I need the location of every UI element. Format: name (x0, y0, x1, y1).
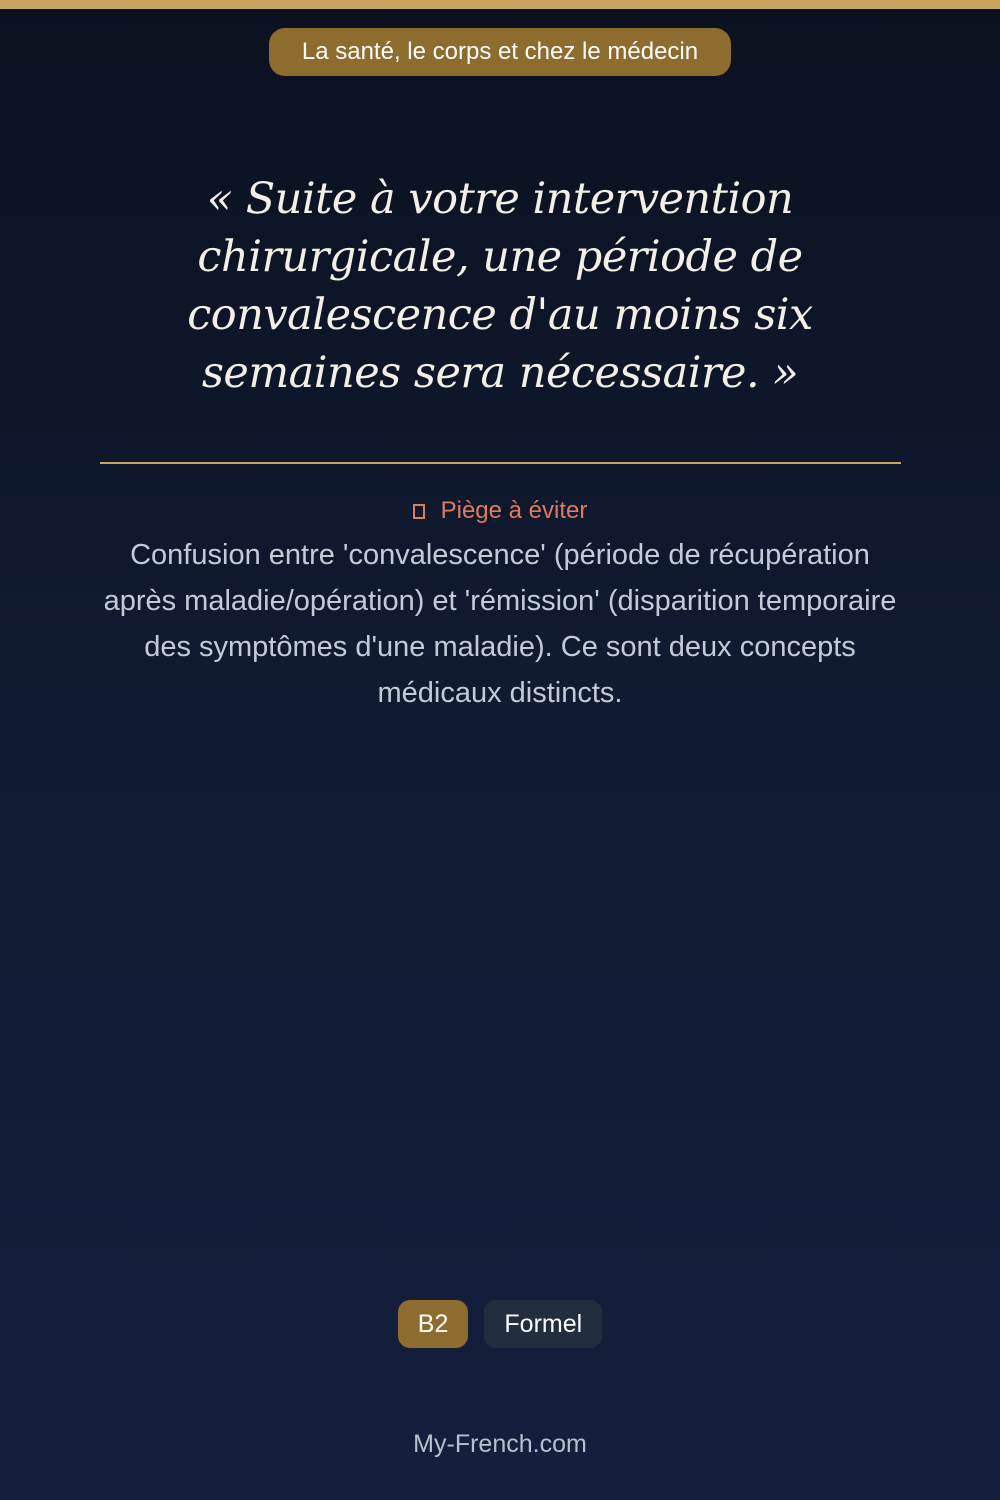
top-accent-bar (0, 0, 1000, 9)
tag-row (0, 1300, 1000, 1348)
example-sentence: « Suite à votre intervention chirurgicale, une période de convalescence d'au moins six semaines sera nécessaire. » (187, 174, 813, 398)
pitfall-heading (0, 496, 1000, 526)
pitfall-heading-label: Piège à éviter (440, 497, 588, 524)
register-badge: Formel (484, 1300, 602, 1348)
pitfall-explanation: Confusion entre 'convalescence' (période de récupération après maladie/opération) et 'rémission' (disparition temporaire des symptômes d'une maladie). Ce sont deux concepts médicaux distincts. (103, 539, 897, 709)
divider (100, 462, 901, 464)
level-badge: B2 (398, 1300, 469, 1348)
warning-icon (413, 504, 425, 519)
site-footer: My-French.com (413, 1430, 587, 1458)
category-badge: La santé, le corps et chez le médecin (269, 28, 731, 76)
